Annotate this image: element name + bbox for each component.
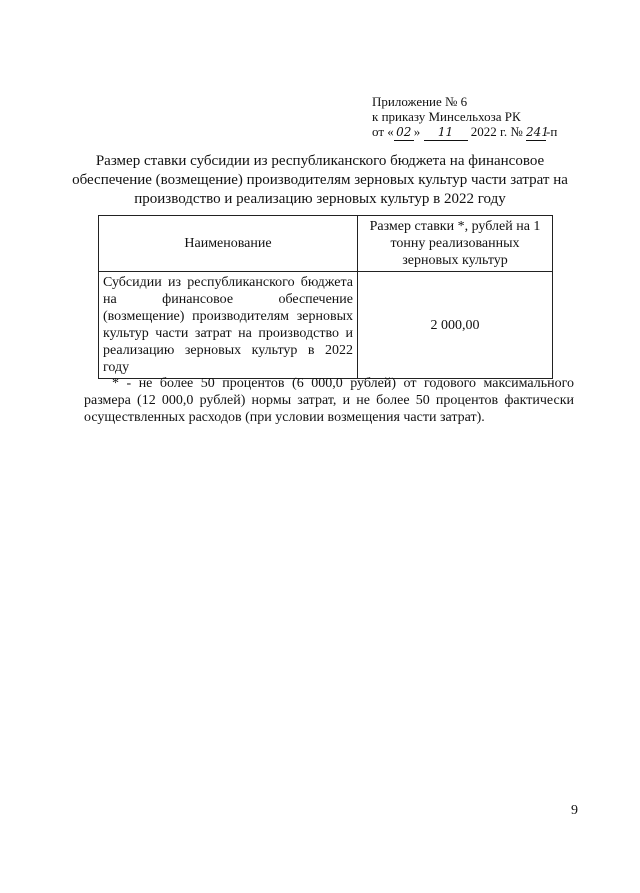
- handwritten-month: 11: [424, 125, 468, 141]
- header-rate: Размер ставки *, рублей на 1 тонну реализованных зерновых культур: [358, 216, 553, 272]
- row-rate-cell: 2 000,00: [358, 272, 553, 379]
- row-name-cell: Субсидии из республиканского бюджета на финансовое обеспечение (возмещение) производителям зерновых культур части затрат на производство и реализацию зерновых культур в 2022 году: [99, 272, 358, 379]
- date-year: 2022 г. №: [467, 124, 527, 139]
- date-mid: »: [413, 124, 424, 139]
- handwritten-order-number: 241: [526, 125, 549, 139]
- subsidy-rate-table: [98, 215, 553, 379]
- handwritten-day: 02: [394, 125, 414, 141]
- table-header-row: [99, 216, 553, 272]
- date-prefix: от «: [372, 124, 394, 139]
- page-number: 9: [571, 803, 578, 818]
- order-suffix: -п: [546, 124, 558, 139]
- appendix-number: Приложение № 6: [372, 94, 468, 109]
- table-row: [99, 272, 553, 379]
- header-name: Наименование: [99, 216, 358, 272]
- footnote: * - не более 50 процентов (6 000,0 рублей) от годового максимального размера (12 000,0 рублей) нормы затрат, и не более 50 процентов фактически осуществленных расходов (при условии возмещения части затрат).: [84, 376, 574, 425]
- appendix-date-line: [372, 124, 557, 141]
- appendix-header: [372, 94, 557, 141]
- document-title: Размер ставки субсидии из республиканского бюджета на финансовое обеспечение (возмещение) производителям зерновых культур части затрат на производство и реализацию зерновых культур в 2022 году: [72, 153, 568, 207]
- appendix-order-ref: к приказу Минсельхоза РК: [372, 109, 521, 124]
